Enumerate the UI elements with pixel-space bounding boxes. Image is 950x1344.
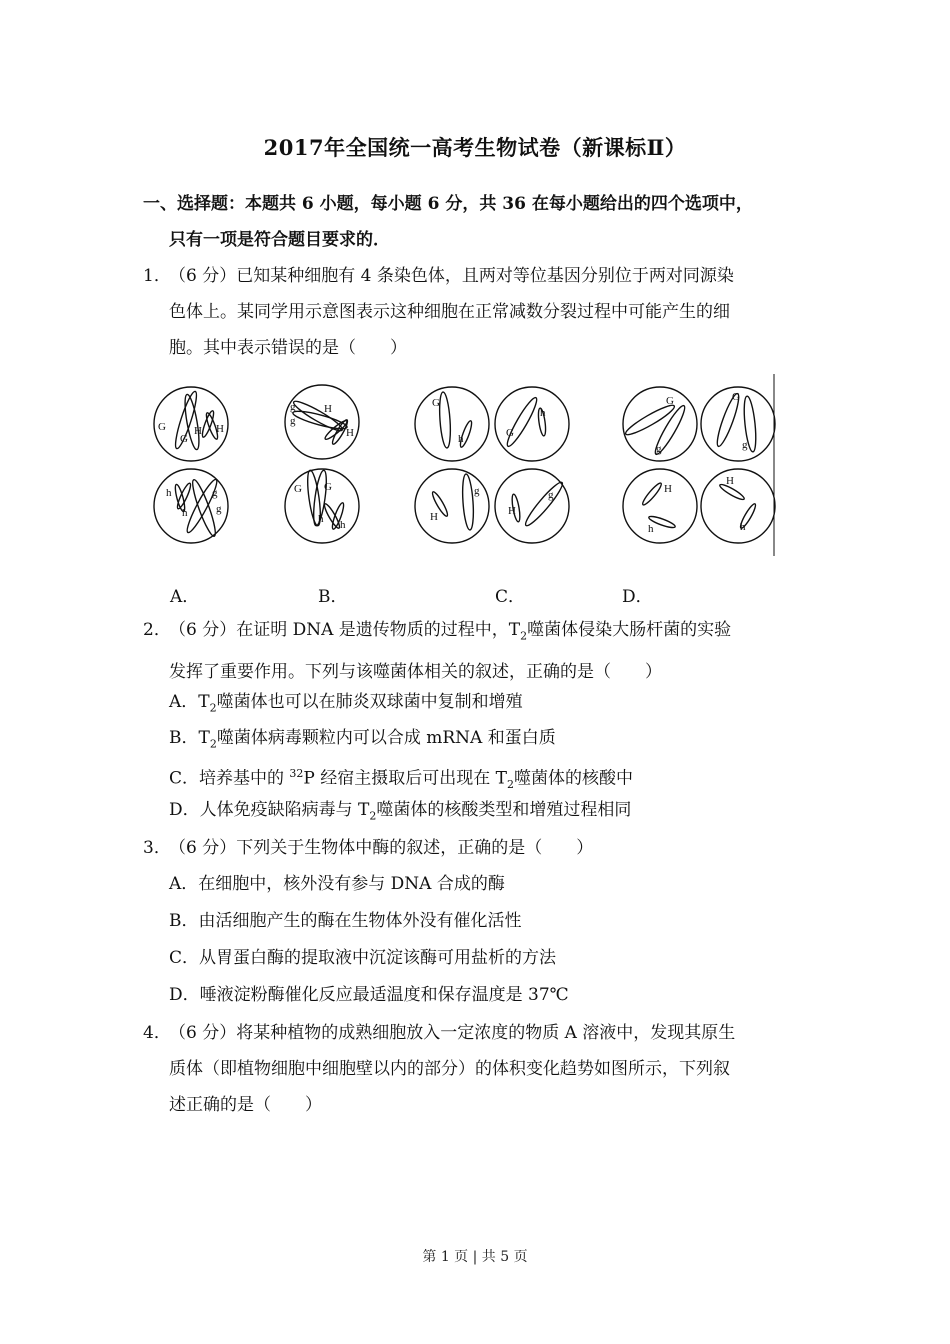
question-3-option-a: A．在细胞中，核外没有参与 DNA 合成的酶 xyxy=(169,874,505,894)
question-4-line3: 述正确的是（ ） xyxy=(169,1095,322,1115)
svg-text:H: H xyxy=(216,423,224,435)
svg-text:g: g xyxy=(216,503,222,515)
figure-choice-b-cells xyxy=(285,385,359,543)
question-1 xyxy=(143,258,813,366)
svg-text:h: h xyxy=(182,507,188,519)
figure-choice-c-cells xyxy=(415,387,569,543)
svg-text:G: G xyxy=(666,395,674,407)
exam-title: 2017年全国统一高考生物试卷（新课标Ⅱ） xyxy=(263,135,687,160)
question-1-line1: （6 分）已知某种细胞有 4 条染色体，且两对等位基因分别位于两对同源染 xyxy=(169,266,734,286)
svg-text:g: g xyxy=(656,443,662,455)
svg-text:H: H xyxy=(194,425,202,437)
page-footer: 第 1 页 | 共 5 页 xyxy=(422,1249,528,1265)
svg-text:H: H xyxy=(664,483,672,495)
question-4-line2: 质体（即植物细胞中细胞壁以内的部分）的体积变化趋势如图所示，下列叙 xyxy=(169,1059,730,1079)
question-2: 2．（6 分）在证明 DNA 是遗传物质的过程中，$T_2$噬菌体侵染大肠杆菌的实验 发挥了重要作用。下列与该噬菌体相关的叙述，正确的是（ ） xyxy=(143,612,813,690)
svg-text:H: H xyxy=(508,505,516,517)
svg-text:G: G xyxy=(432,397,440,409)
question-3-option-b: B．由活细胞产生的酶在生物体外没有催化活性 xyxy=(169,911,522,931)
svg-text:H: H xyxy=(726,475,734,487)
svg-text:G: G xyxy=(158,421,166,433)
svg-text:h: h xyxy=(458,433,464,445)
question-3-option-c: C．从胃蛋白酶的提取液中沉淀该酶可用盐析的方法 xyxy=(169,948,557,968)
question-3-stem: （6 分）下列关于生物体中酶的叙述，正确的是（ ） xyxy=(169,838,594,858)
svg-text:g: g xyxy=(290,401,296,413)
svg-text:H: H xyxy=(346,427,354,439)
question-2-option-c: C．培养基中的 $^{32}$P 经宿主摄取后可出现在 $T_2$噬菌体的核酸中 xyxy=(169,767,634,792)
question-1-line3: 胞。其中表示错误的是（ ） xyxy=(169,338,407,358)
question-3-option-d: D．唾液淀粉酶催化反应最适温度和保存温度是 37℃ xyxy=(169,985,569,1005)
section-heading-line2: 只有一项是符合题目要求的． xyxy=(169,230,390,250)
svg-text:g: g xyxy=(212,487,218,499)
question-number: 1． xyxy=(143,266,171,286)
svg-text:h: h xyxy=(740,521,746,533)
question-2-line2: 发挥了重要作用。下列与该噬菌体相关的叙述，正确的是（ ） xyxy=(169,662,662,683)
figure-choice-a-cells xyxy=(154,387,228,543)
section-heading-line1: 一、选择题：本题共 6 小题，每小题 6 分，共 36 在每小题给出的四个选项中， xyxy=(143,194,753,214)
svg-text:h: h xyxy=(166,487,172,499)
svg-text:h: h xyxy=(540,407,546,419)
svg-text:H: H xyxy=(324,403,332,415)
question-4 xyxy=(143,1015,813,1123)
meiosis-cell-figure xyxy=(150,372,776,558)
question-number: 2． xyxy=(143,620,171,640)
svg-text:h: h xyxy=(648,523,654,535)
svg-text:G: G xyxy=(324,481,332,493)
svg-text:h: h xyxy=(318,513,324,525)
choice-a-label: A． xyxy=(170,587,200,607)
svg-text:G: G xyxy=(732,391,740,403)
svg-text:H: H xyxy=(430,511,438,523)
choice-c-label: C． xyxy=(495,587,526,607)
question-2-option-d: D．人体免疫缺陷病毒与 $T_2$噬菌体的核酸类型和增殖过程相同 xyxy=(169,800,632,823)
svg-text:G: G xyxy=(180,433,188,445)
svg-text:g: g xyxy=(742,439,748,451)
question-2-option-a: A．$T_2$噬菌体也可以在肺炎双球菌中复制和增殖 xyxy=(169,692,523,715)
question-2-option-b: B．$T_2$噬菌体病毒颗粒内可以合成 mRNA 和蛋白质 xyxy=(169,728,556,751)
svg-text:g: g xyxy=(290,415,296,427)
question-1-line2: 色体上。某同学用示意图表示这种细胞在正常减数分裂过程中可能产生的细 xyxy=(169,302,730,322)
question-3 xyxy=(143,830,813,866)
question-4-line1: （6 分）将某种植物的成熟细胞放入一定浓度的物质 A 溶液中，发现其原生 xyxy=(169,1023,736,1043)
svg-text:G: G xyxy=(506,427,514,439)
question-number: 3． xyxy=(143,838,171,858)
svg-text:g: g xyxy=(548,489,554,501)
question-number: 4． xyxy=(143,1023,171,1043)
figure-choice-d-cells xyxy=(623,387,775,543)
choice-d-label: D． xyxy=(622,587,653,607)
svg-text:G: G xyxy=(294,483,302,495)
svg-text:g: g xyxy=(474,485,480,497)
section-heading xyxy=(143,186,813,258)
choice-b-label: B． xyxy=(318,587,348,607)
svg-text:h: h xyxy=(340,519,346,531)
